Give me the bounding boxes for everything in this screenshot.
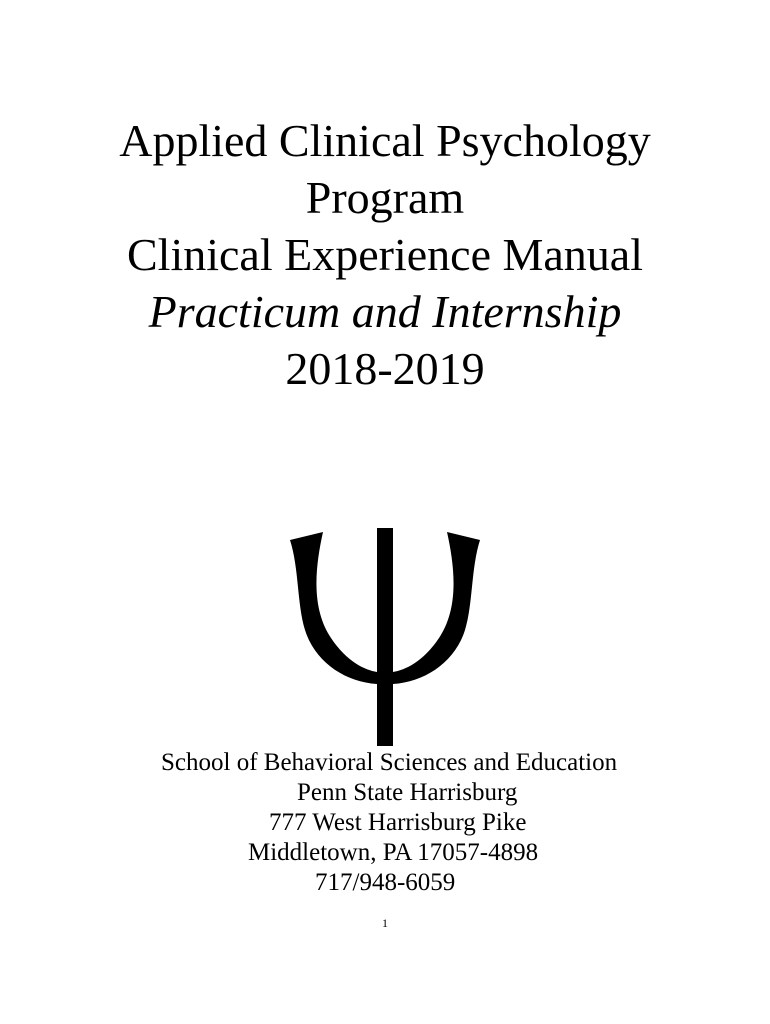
title-line-program-name: Applied Clinical Psychology [119,115,651,166]
cover-title [0,112,770,397]
title-line-program: Program [305,172,465,223]
title-line-subtitle: Practicum and Internship [148,286,622,337]
address-campus: Penn State Harrisburg [297,779,518,806]
address-street: 777 West Harrisburg Pike [269,809,527,836]
address-phone: 717/948-6059 [315,869,456,896]
title-line-manual: Clinical Experience Manual [126,229,644,280]
psi-symbol-icon [285,528,485,746]
title-line-academic-year: 2018-2019 [285,343,485,394]
page-number: 1 [382,916,388,930]
address-school: School of Behavioral Sciences and Education [161,749,618,776]
address-city: Middletown, PA 17057-4898 [248,839,539,866]
